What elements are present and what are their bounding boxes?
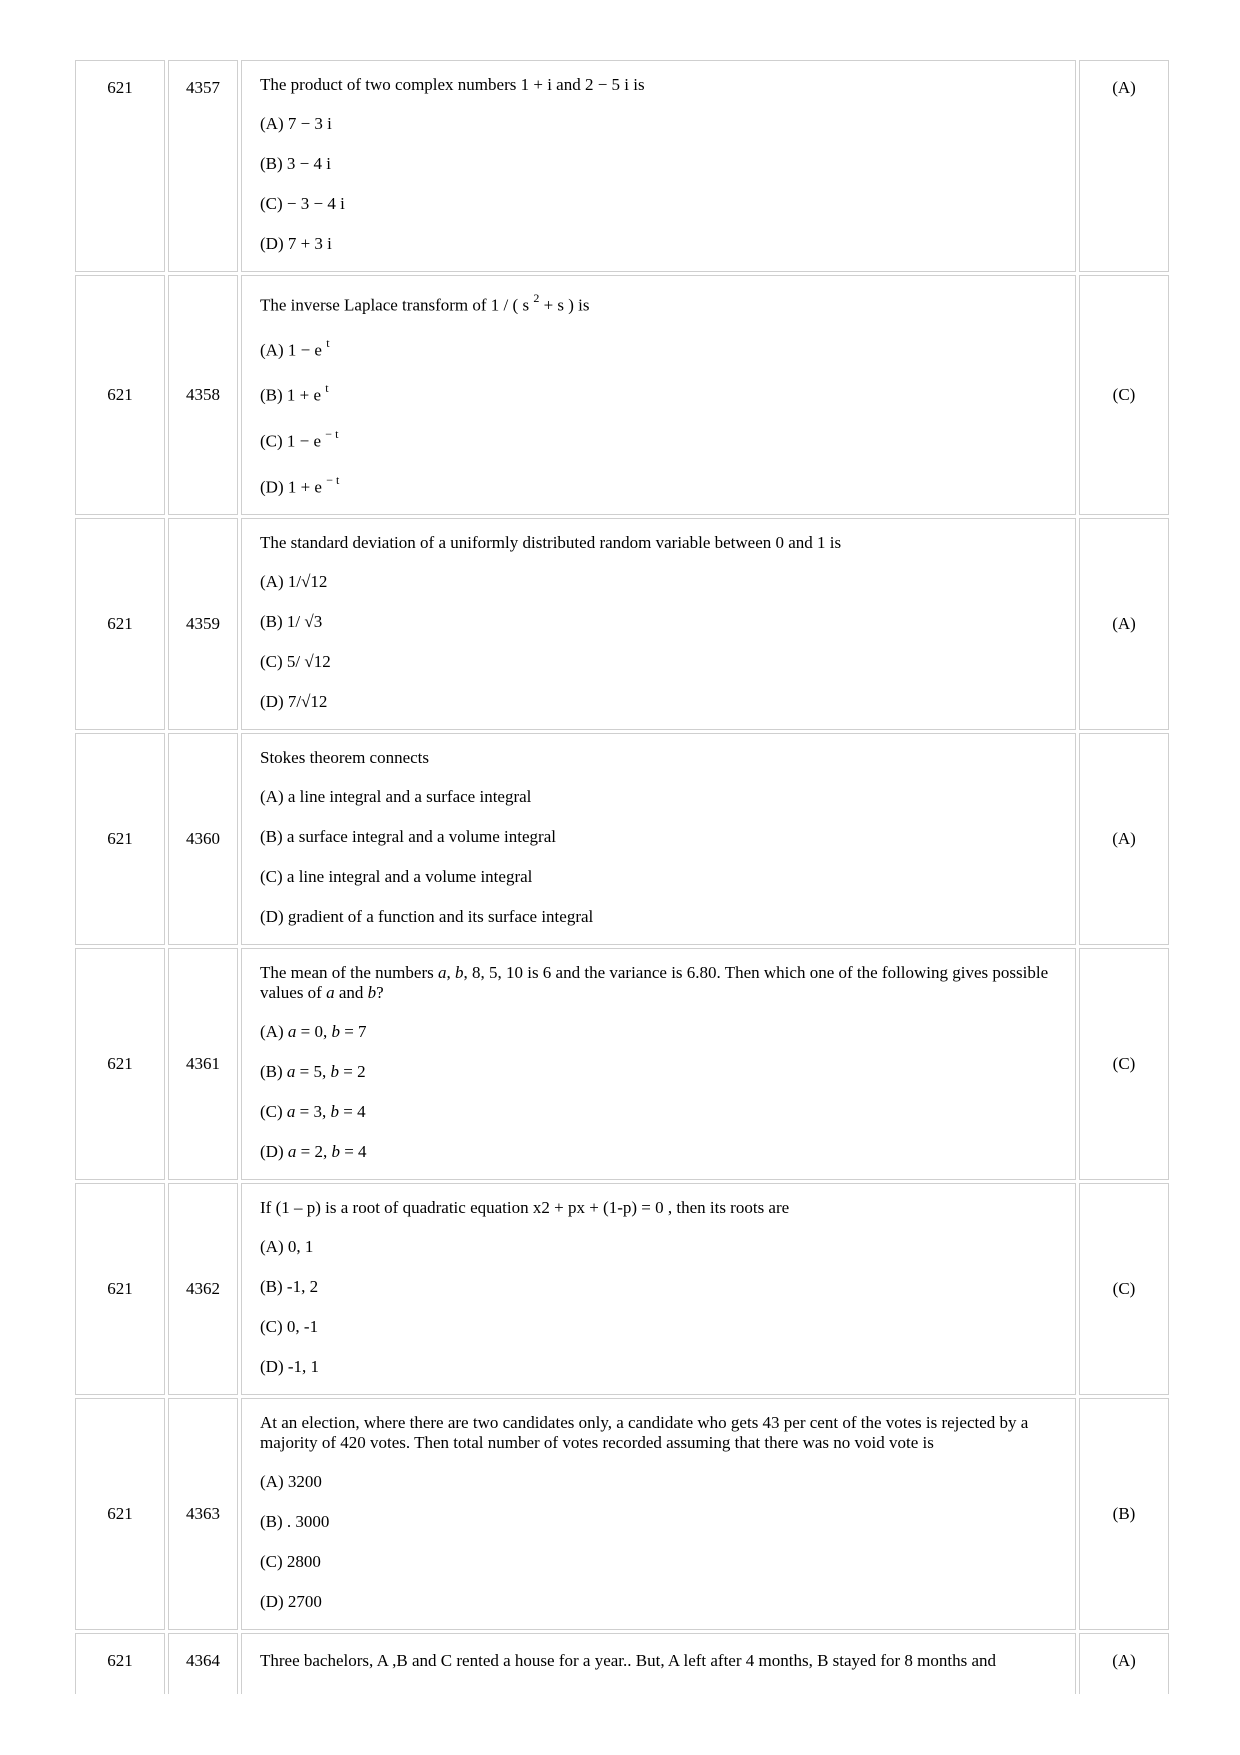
option-c: (C) − 3 − 4 i	[260, 194, 345, 213]
answer-cell: (A)	[1079, 733, 1169, 945]
question-text: Three bachelors, A ,B and C rented a house for a year.. But, A left after 4 months, B stayed for 8 months and	[260, 1651, 997, 1671]
question-number-cell: 4363	[168, 1398, 238, 1630]
option-c: (C) a = 3, b = 4	[260, 1102, 366, 1122]
option-c: (C) 0, -1	[260, 1317, 319, 1337]
table-row	[75, 948, 1169, 1180]
option-d: (D) 7 + 3 i	[260, 234, 332, 253]
subject-code-cell: 621	[75, 60, 165, 272]
option-a: (A) a line integral and a surface integral	[260, 787, 532, 807]
option-b: (B) 3 − 4 i	[260, 154, 331, 173]
option-a: (A) 1 − e $^t$	[260, 335, 330, 360]
option-a: (A) 3200	[260, 1472, 322, 1492]
option-a: (A) 1/√12	[260, 572, 328, 592]
page-bottom-margin	[0, 1694, 1240, 1755]
table-row	[75, 733, 1169, 945]
question-text: At an election, where there are two candidates only, a candidate who gets 43 per cent of the votes is rejected by a majority of 420 votes. Then total number of votes recorded assuming that there was no void vote is	[260, 1413, 1029, 1453]
question-number-cell: 4357	[168, 60, 238, 272]
question-number-cell: 4359	[168, 518, 238, 730]
subject-code-cell: 621	[75, 948, 165, 1180]
question-cell	[241, 1398, 1076, 1630]
table-row	[75, 518, 1169, 730]
question-cell	[241, 948, 1076, 1180]
question-number-cell: 4361	[168, 948, 238, 1180]
subject-code-cell: 621	[75, 733, 165, 945]
answer-cell: (C)	[1079, 275, 1169, 515]
option-a: (A) 7 − 3 i	[260, 114, 332, 133]
option-b: (B) a surface integral and a volume integral	[260, 827, 556, 847]
question-table	[72, 57, 1172, 1719]
option-c: (C) 2800	[260, 1552, 321, 1572]
option-c: (C) 5/ √12	[260, 652, 331, 672]
answer-cell: (C)	[1079, 948, 1169, 1180]
option-b: (B) . 3000	[260, 1512, 330, 1532]
question-cell	[241, 60, 1076, 272]
subject-code-cell: 621	[75, 1398, 165, 1630]
answer-cell: (C)	[1079, 1183, 1169, 1395]
table-row	[75, 275, 1169, 515]
subject-code-cell: 621	[75, 518, 165, 730]
question-cell	[241, 733, 1076, 945]
question-text: The product of two complex numbers 1 + i and 2 − 5 i is	[260, 75, 645, 94]
question-cell	[241, 518, 1076, 730]
question-text: The mean of the numbers a, b, 8, 5, 10 is 6 and the variance is 6.80. Then which one of the following gives possible values of a and b?	[260, 963, 1049, 1003]
question-cell	[241, 275, 1076, 515]
question-text: The standard deviation of a uniformly distributed random variable between 0 and 1 is	[260, 533, 842, 553]
subject-code-cell: 621	[75, 1633, 165, 1716]
question-number-cell: 4364	[168, 1633, 238, 1716]
subject-code-cell: 621	[75, 1183, 165, 1395]
option-b: (B) a = 5, b = 2	[260, 1062, 366, 1082]
option-b: (B) -1, 2	[260, 1277, 319, 1297]
answer-cell: (A)	[1079, 518, 1169, 730]
option-d: (D) a = 2, b = 4	[260, 1142, 367, 1162]
question-text: If (1 – p) is a root of quadratic equation x2 + px + (1-p) = 0 , then its roots are	[260, 1198, 790, 1218]
answer-cell: (B)	[1079, 1398, 1169, 1630]
option-d: (D) 2700	[260, 1592, 322, 1612]
question-text: Stokes theorem connects	[260, 748, 430, 768]
table-row	[75, 1183, 1169, 1395]
subject-code-cell: 621	[75, 275, 165, 515]
table-row	[75, 60, 1169, 272]
answer-cell: (A)	[1079, 1633, 1169, 1716]
option-d: (D) -1, 1	[260, 1357, 320, 1377]
question-text: The inverse Laplace transform of 1 / ( s $^2$ + s ) is	[260, 291, 590, 315]
question-number-cell: 4362	[168, 1183, 238, 1395]
option-d: (D) gradient of a function and its surface integral	[260, 907, 594, 927]
question-cell	[241, 1183, 1076, 1395]
option-d: (D) 1 + e $^{- t}$	[260, 472, 340, 497]
option-b: (B) 1/ √3	[260, 612, 323, 632]
table-row	[75, 1398, 1169, 1630]
option-d: (D) 7/√12	[260, 692, 328, 712]
option-a: (A) 0, 1	[260, 1237, 314, 1257]
option-c: (C) a line integral and a volume integral	[260, 867, 533, 887]
question-number-cell: 4358	[168, 275, 238, 515]
option-a: (A) a = 0, b = 7	[260, 1022, 367, 1042]
answer-cell: (A)	[1079, 60, 1169, 272]
question-number-cell: 4360	[168, 733, 238, 945]
option-b: (B) 1 + e $^t$	[260, 381, 329, 405]
option-c: (C) 1 − e $^{- t}$	[260, 426, 339, 451]
